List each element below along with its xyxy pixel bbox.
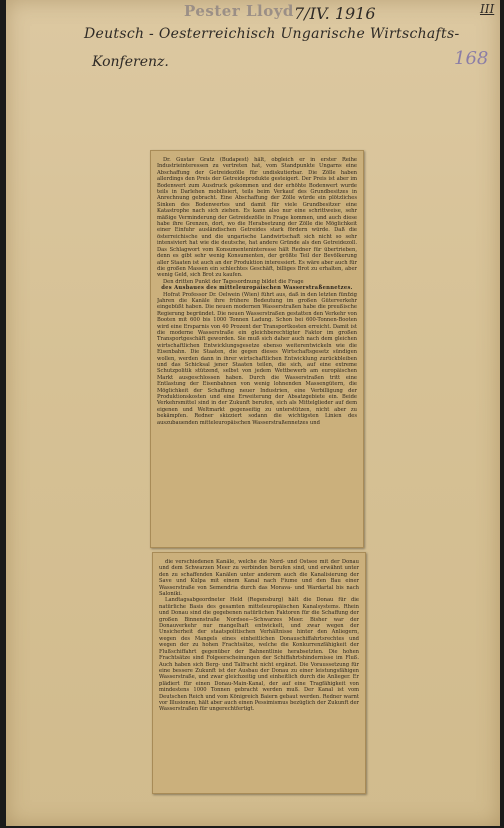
handwritten-title-line1: Deutsch - Oesterreichisch Ungarische Wirtschafts-: [84, 26, 460, 42]
clipping-2-text: [159, 559, 359, 789]
clipping-1-paragraph: Den dritten Punkt der Tagesordnung bildet die Frage: [163, 278, 304, 285]
document-sheet: [6, 0, 500, 826]
folio-number: 168: [454, 48, 489, 69]
handwritten-date: 7/IV. 1916: [294, 4, 376, 23]
clipping-1-paragraph: Dr. Gustav Gratz (Budapest) hält, obgleich er in erster Reihe Industrieinteressen zu vertreten hat, vom Standpunkte Ungarns eine Abschaffung der Getreidezölle für undiskutierbar. Die Zölle haben allerdings den Preis der Getreideprodukte gesteigert. Der Preis ist aber im Bodenwert zum Ausdruck gekommen und der erhöhte Bodenwert wurde teils in Darlehen mobilisiert, teils beim Verkauf des Grundbesitzes in Anrechnung gebracht. Eine Abschaffung der Zölle würde ein plötzliches Sinken des Bodenwertes und damit für viele Grundbesitzer eine Katastrophe nach sich ziehen. Es kann also nur eine schrittweise, sehr mäßige Verminderung der Getreidezölle in Frage kommen, und auch diese habe ihre Grenzen, dort, wo die Herabsetzung der Zölle die Möglichkeit einer Einfuhr ausländischen Getreides stark fördern würde. Daß die österreichische und die ungarische Landwirtschaft sich nicht so sehr intensiviert hat wie die deutsche, hat andere Gründe als den Getreidezoll. Das Schlagwort vom Konsumenteninteresse hält Redner für übertrieben, denn es gibt sehr wenig Konsumenten, der größte Teil der Bevölkerung aller Staaten ist auch an der Produktion interessiert. Es wäre aber auch für die großen Massen ein schlechtes Geschäft, billiges Brot zu erhalten, aber wenig Geld, sich Brot zu kaufen.: [157, 157, 357, 279]
clipping-2-paragraph: die verschiedenen Kanäle, welche die Nord- und Ostsee mit der Donau und dem Schwarzen Meer zu verbinden berufen sind, und erwähnt unter den zu schaffenden Kanälen unter anderem auch die Kanalisierung der Save und Kulpa mit einem Kanal nach Fiume und den Bau einer Wasserstraße von Semendria durch das Morava- und Wardartal bis nach Saloniki.: [159, 559, 359, 598]
clipping-1-heading: des Ausbaues des mitteleuropäischen Wasserstraßennetzes.: [161, 285, 353, 292]
newspaper-clipping-2: [152, 552, 366, 794]
handwritten-title-line2: Konferenz.: [92, 54, 169, 70]
newspaper-masthead: Pester Lloyd: [184, 2, 294, 20]
handwritten-page-number: III: [480, 2, 495, 16]
clipping-2-paragraph: Landtagsabgeordneter Held (Regensburg) hält die Donau für die natürliche Basis des gesamten mitteleuropäischen Kanalsystems. Rhein und Donau sind die gegebenen natürlichen Faktoren für die Schaffung der großen Binnenstraße Nordsee—Schwarzes Meer. Bisher war der Donauverkehr nur mangelhaft entwickelt, und zwar wegen der Unsicherheit der staatspolitischen Verhältnisse hinter den Anliegern, wegen des Mangels eines einheitlichen Donauschiffahrtsrechtes und wegen der zu hohen Frachtsätze, welche die Konkurrenzfähigkeit der Flußschiffahrt gegenüber der Bahnentlinie herabsetzten. Die hohen Frachtsätze sind Folgeerscheinungen der Schiffahrtshindernisse im Fluß. Auch haben sich Berg- und Talfracht nicht ergänzt. Die Voraussetzung für eine bessere Zukunft ist der Ausbau der Donau zu einer leistungsfähigen Wasserstraße, und zwar gleichzeitig und einheitlich durch die Anlieger. Er plädiert für einen Donau-Main-Kanal, der auf eine Tragfähigkeit von mindestens 1000 Tonnen gebracht werden muß. Der Kanal ist vom Deutschen Reich und vom Königreich Baiern gebaut werden. Redner warnt vor Illusionen, hält aber auch einen Pessimismus bezüglich der Zukunft der Wasserstraßen für ungerechtfertigt.: [159, 597, 359, 713]
clipping-1-text: [157, 157, 357, 543]
clipping-1-paragraph: Hofrat Professor Dr. Oelwein (Wien) führt aus, daß in den letzten fünfzig Jahren die Kanäle ihre frühere Bedeutung im großen Güterverkehr eingebüßt haben. Die neuen modernen Wasserstraßen habe die preußische Regierung begründet. Die neuen Wasserstraßen gestatten den Verkehr von Booten mit 600 bis 1000 Tonnen Ladung. Schon bei 600-Tonnen-Booten wird eine Ersparnis von 40 Prozent der Transportkosten erreicht. Damit ist die moderne Wasserstraße ein gleichberechtigter Faktor im großen Transportgeschäft geworden. Sie muß sich daher auch nach dem gleichen wirtschaftlichen Entwicklungsgesetze ebenso weiterentwickeln wie die Eisenbahn. Die Staaten, die gegen dieses Wirtschaftsgesetz sündigen wollen, werden dann in ihrer wirtschaftlichen Entwicklung zurückbleiben und das Schicksal jener Staaten teilen, die sich, auf eine extreme Schutzpolitik stützend, selbst von jedem Wettbewerb am europäischen Markt ausgeschlossen haben. Durch die Wasserstraßen tritt eine Entlastung der Eisenbahnen von wenig lohnenden Massengütern, die Möglichkeit der Schaffung neuer Industrien, eine Verbilligung der Produktionskosten und eine Erweiterung der Absatzgebiete ein. Beide Verkehrsmittel sind in der Zukunft berufen, sich als Mittelglieder auf dem eigenen und Weltmarkt gegenseitig zu unterstützen, nicht aber zu bekämpfen. Redner skizziert sodann die wichtigsten Linien des auszubauenden mitteleuropäischen Wasserstraßennetzes und: [157, 291, 357, 426]
newspaper-clipping-1: [150, 150, 364, 548]
